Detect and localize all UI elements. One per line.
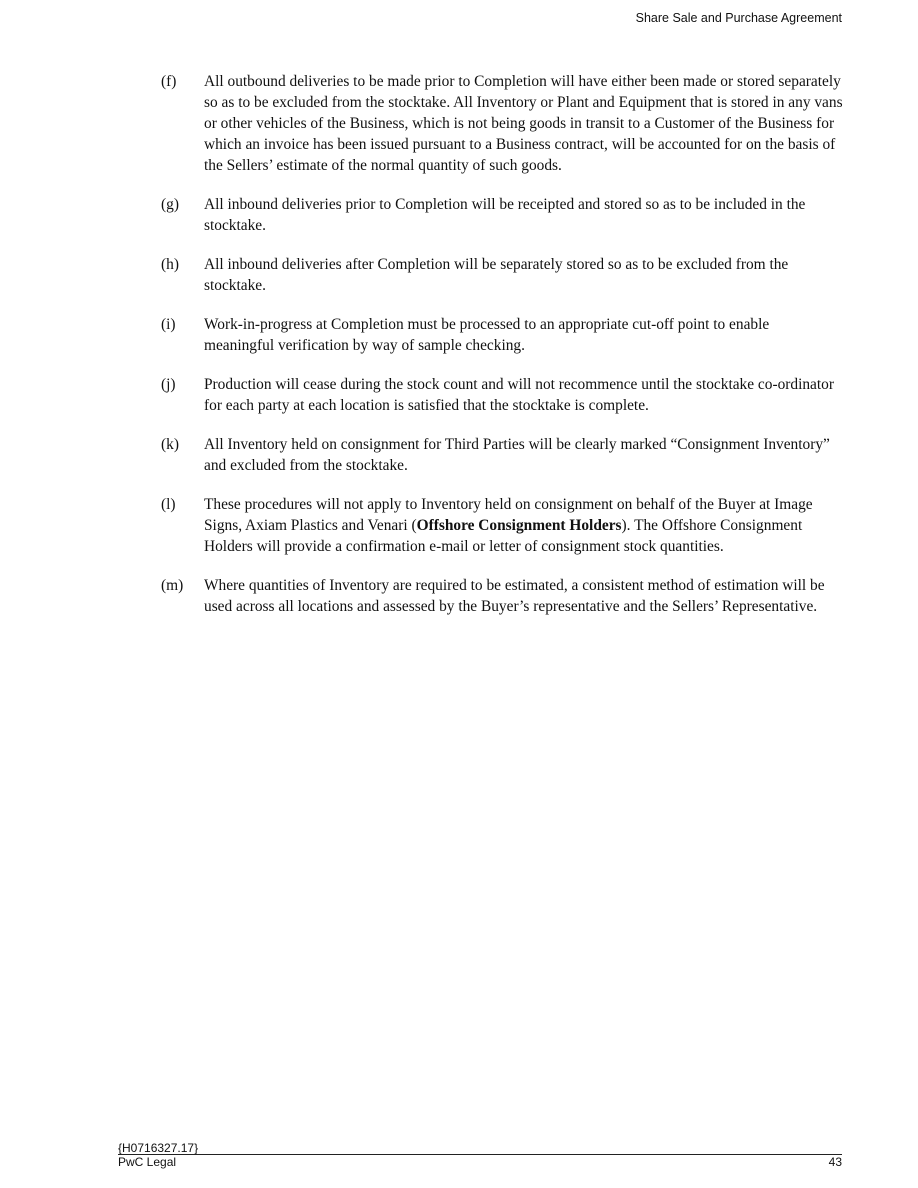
clause-list <box>161 71 843 635</box>
clause-text: Where quantities of Inventory are required to be estimated, a consistent method of estimation will be used across all locations and assessed by the Buyer’s representative and the Sellers’ Representative. <box>204 577 825 615</box>
clause-text: Production will cease during the stock count and will not recommence until the stocktake co-ordinator for each party at each location is satisfied that the stocktake is complete. <box>204 376 834 414</box>
footer-divider <box>118 1154 842 1155</box>
clause-text <box>204 494 843 557</box>
clause-m <box>161 575 843 617</box>
clause-label: (g) <box>161 196 179 213</box>
clause-text: All outbound deliveries to be made prior to Completion will have either been made or stored separately so as to be excluded from the stocktake. All Inventory or Plant and Equipment that is stored in any vans or other vehicles of the Business, which is not being goods in transit to a Customer of the Business for which an invoice has been issued pursuant to a Business contract, will be accounted for on the basis of the Sellers’ estimate of the normal quantity of such goods. <box>204 73 843 174</box>
page-header-title: Share Sale and Purchase Agreement <box>635 11 842 25</box>
clause-text: All inbound deliveries prior to Completion will be receipted and stored so as to be included in the stocktake. <box>204 196 806 234</box>
clause-text-after: ). The Offshore Consignment Holders will provide a confirmation e-mail or letter of consignment stock quantities. <box>204 517 803 555</box>
clause-j <box>161 374 843 416</box>
clause-label: (k) <box>161 436 179 453</box>
clause-text: All Inventory held on consignment for Third Parties will be clearly marked “Consignment Inventory” and excluded from the stocktake. <box>204 436 830 474</box>
clause-text-before: These procedures will not apply to Inventory held on consignment on behalf of the Buyer at Image Signs, Axiam Plastics and Venari ( <box>204 496 813 534</box>
clause-label: (m) <box>161 577 184 594</box>
clause-f <box>161 71 843 176</box>
clause-label: (f) <box>161 73 177 90</box>
clause-label: (j) <box>161 376 176 393</box>
clause-i <box>161 314 843 356</box>
page-number: 43 <box>828 1155 842 1169</box>
clause-label: (i) <box>161 316 176 333</box>
clause-label: (h) <box>161 256 179 273</box>
clause-text: Work-in-progress at Completion must be processed to an appropriate cut-off point to enable meaningful verification by way of sample checking. <box>204 316 770 354</box>
footer-organisation: PwC Legal <box>118 1155 177 1169</box>
clause-h <box>161 254 843 296</box>
clause-label: (l) <box>161 496 176 513</box>
footer-document-reference: {H0716327.17} <box>118 1141 199 1155</box>
clause-l <box>161 494 843 557</box>
clause-k <box>161 434 843 476</box>
defined-term: Offshore Consignment Holders <box>416 517 622 534</box>
clause-text: All inbound deliveries after Completion will be separately stored so as to be excluded from the stocktake. <box>204 256 789 294</box>
clause-g <box>161 194 843 236</box>
